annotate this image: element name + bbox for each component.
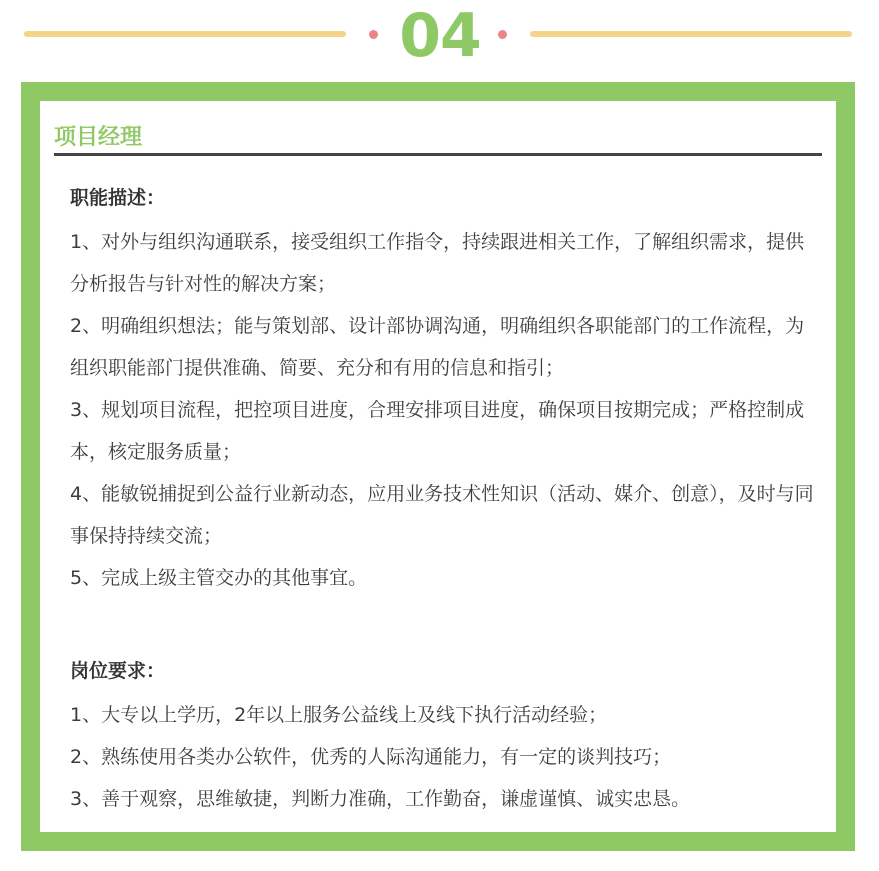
requirement-item: 2、熟练使用各类办公软件，优秀的人际沟通能力，有一定的谈判技巧； <box>70 746 672 768</box>
section-number: 04 <box>399 1 481 71</box>
requirements-section <box>70 648 820 820</box>
duties-heading: 职能描述： <box>70 187 166 209</box>
duties-section <box>70 175 820 599</box>
card-frame <box>21 82 855 851</box>
requirement-item: 1、大专以上学历，2年以上服务公益线上及线下执行活动经验； <box>70 704 608 726</box>
duty-item: 4、能敏锐捕捉到公益行业新动态，应用业务技术性知识（活动、媒介、创意），及时与同事保持持续交流； <box>70 483 814 547</box>
requirements-heading: 岗位要求： <box>70 660 166 682</box>
duty-item: 2、明确组织想法；能与策划部、设计部协调沟通，明确组织各职能部门的工作流程，为组织职能部门提供准确、简要、充分和有用的信息和指引； <box>70 315 805 379</box>
header-dot-right <box>498 30 507 39</box>
job-title: 项目经理 <box>54 125 143 150</box>
requirement-item: 3、善于观察，思维敏捷，判断力准确，工作勤奋，谦虚谨慎、诚实忠恳。 <box>70 788 691 810</box>
duty-item: 1、对外与组织沟通联系，接受组织工作指令，持续跟进相关工作，了解组织需求，提供分析报告与针对性的解决方案； <box>70 231 805 295</box>
job-card <box>40 101 836 832</box>
header-divider-right <box>530 31 852 37</box>
header-dot-left <box>369 30 378 39</box>
title-underline <box>54 153 822 156</box>
header-divider-left <box>24 31 346 37</box>
duty-item: 5、完成上级主管交办的其他事宜。 <box>70 567 368 589</box>
duty-item: 3、规划项目流程，把控项目进度，合理安排项目进度，确保项目按期完成；严格控制成本，核定服务质量； <box>70 399 805 463</box>
section-header <box>0 0 879 72</box>
